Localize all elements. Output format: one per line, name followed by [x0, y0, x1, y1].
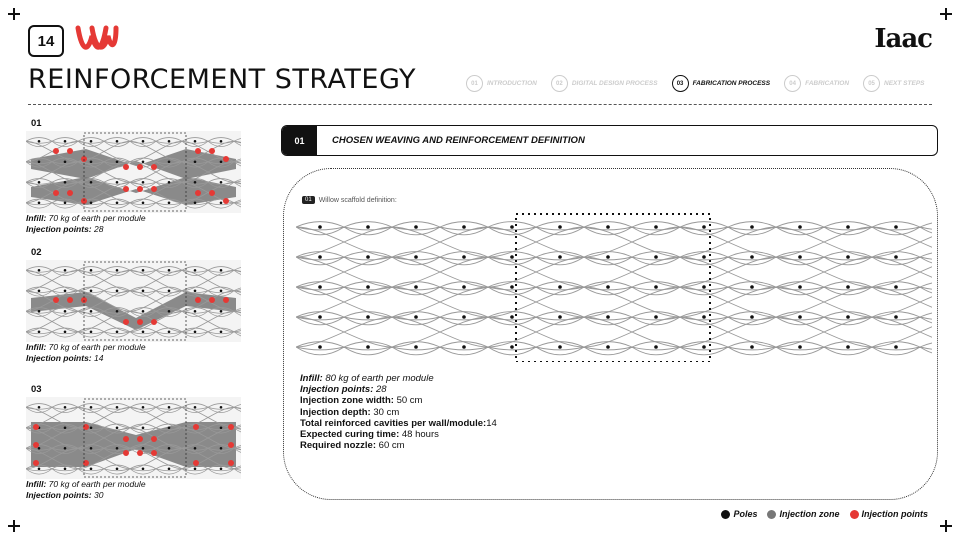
spec-row [300, 373, 497, 384]
pole-point [90, 160, 93, 163]
legend-dot-icon [721, 510, 730, 519]
pole-point [142, 310, 145, 313]
pole-point [606, 315, 610, 319]
willow-scaffold-diagram [296, 212, 932, 362]
pole-point [116, 447, 119, 450]
step-number: 05 [863, 75, 880, 92]
pole-point [606, 255, 610, 259]
pole-point [798, 345, 802, 349]
pole-point [366, 315, 370, 319]
spec-label: Injection zone width: [300, 395, 394, 407]
pole-point [168, 140, 171, 143]
injection-point [67, 190, 73, 196]
injection-point [33, 424, 39, 430]
option-number: 02 [31, 247, 42, 258]
injection-point [137, 319, 143, 325]
page-number: 14 [28, 25, 64, 57]
pole-point [142, 160, 145, 163]
injection-value: 28 [91, 224, 104, 234]
pole-point [750, 225, 754, 229]
infill-label: Infill: [26, 213, 47, 223]
pole-point [168, 160, 171, 163]
pole-point [462, 285, 466, 289]
injection-point [228, 442, 234, 448]
injection-label: Injection points: [26, 224, 92, 234]
pole-point [168, 201, 171, 204]
injection-point [151, 186, 157, 192]
pole-point [606, 345, 610, 349]
pole-point [462, 255, 466, 259]
pole-point [90, 426, 93, 429]
option-weave-diagram [26, 397, 241, 479]
pole-point [510, 225, 514, 229]
pole-point [846, 315, 850, 319]
option-diagram [26, 397, 241, 479]
pole-point [558, 285, 562, 289]
injection-value: 30 [91, 490, 104, 500]
step-label: FABRICATION PROCESS [692, 80, 771, 87]
pole-point [194, 269, 197, 272]
pole-point [116, 406, 119, 409]
section-title: CHOSEN WEAVING AND REINFORCEMENT DEFINITION [332, 135, 585, 146]
pole-point [798, 285, 802, 289]
injection-point [151, 319, 157, 325]
pole-point [220, 330, 223, 333]
pole-point [654, 285, 658, 289]
pole-point [116, 289, 119, 292]
pole-point [194, 330, 197, 333]
spec-label: Infill: [300, 373, 323, 384]
spec-label: Required nozzle: [300, 440, 377, 452]
injection-point [209, 190, 215, 196]
pole-point [142, 201, 145, 204]
pole-point [894, 285, 898, 289]
option-diagram [26, 260, 241, 342]
infill-label: Infill: [26, 479, 47, 489]
pole-point [194, 160, 197, 163]
injection-point [123, 186, 129, 192]
legend-dot-icon [767, 510, 776, 519]
step-number: 02 [551, 75, 568, 92]
spec-value: 80 kg of earth per module [322, 373, 434, 384]
pole-point [846, 345, 850, 349]
pole-point [220, 447, 223, 450]
willow-strands [296, 222, 932, 355]
injection-point [67, 148, 73, 154]
injection-point [209, 148, 215, 154]
pole-point [64, 406, 67, 409]
spec-value: 48 hours [399, 429, 439, 441]
pole-point [194, 289, 197, 292]
pole-point [510, 345, 514, 349]
spec-row [300, 440, 497, 451]
spec-row [300, 395, 497, 406]
pole-point [220, 160, 223, 163]
pole-point [168, 447, 171, 450]
pole-point [194, 181, 197, 184]
injection-point [53, 297, 59, 303]
spec-label: Expected curing time: [300, 429, 400, 441]
scaffold-text: Willow scaffold definition: [318, 196, 397, 204]
pole-point [462, 345, 466, 349]
legend-dot-icon [850, 510, 859, 519]
pole-point [846, 285, 850, 289]
injection-point [195, 148, 201, 154]
pole-point [64, 269, 67, 272]
pole-point [38, 330, 41, 333]
injection-point [223, 156, 229, 162]
pole-point [798, 225, 802, 229]
pole-point [702, 285, 706, 289]
step-label: INTRODUCTION [487, 80, 537, 87]
step-number: 03 [672, 75, 689, 92]
injection-point [223, 297, 229, 303]
pole-point [64, 330, 67, 333]
pole-point [64, 181, 67, 184]
pole-point [90, 181, 93, 184]
legend-label: Injection zone [779, 509, 840, 519]
pole-point [894, 225, 898, 229]
injection-point [137, 164, 143, 170]
pole-point [606, 285, 610, 289]
pole-point [64, 160, 67, 163]
pole-point [220, 201, 223, 204]
pole-point [168, 181, 171, 184]
section-number: 01 [282, 126, 317, 155]
infill-value: 70 kg of earth per module [46, 342, 146, 352]
injection-point [223, 198, 229, 204]
pole-point [168, 426, 171, 429]
spec-row [300, 429, 497, 440]
section-header [281, 125, 938, 156]
injection-value: 14 [91, 353, 104, 363]
pole-point [318, 285, 322, 289]
pole-point [654, 345, 658, 349]
pole-point [64, 289, 67, 292]
pole-point [220, 181, 223, 184]
injection-point [228, 424, 234, 430]
pole-point [366, 225, 370, 229]
pole-point [116, 160, 119, 163]
pole-point [38, 467, 41, 470]
pole-point [38, 310, 41, 313]
pole-point [414, 345, 418, 349]
pole-point [38, 201, 41, 204]
spec-value: 50 cm [393, 395, 423, 407]
pole-point [220, 140, 223, 143]
pole-point [846, 225, 850, 229]
pole-point [142, 269, 145, 272]
injection-point [123, 450, 129, 456]
injection-point [123, 436, 129, 442]
pole-point [194, 140, 197, 143]
injection-point [33, 442, 39, 448]
injection-point [123, 319, 129, 325]
injection-point [193, 460, 199, 466]
pole-point [220, 406, 223, 409]
pole-point [558, 255, 562, 259]
pole-point [194, 406, 197, 409]
pole-point [38, 269, 41, 272]
pole-point [220, 426, 223, 429]
pole-point [64, 426, 67, 429]
injection-point [53, 190, 59, 196]
pole-point [606, 225, 610, 229]
injection-point [137, 436, 143, 442]
pole-point [116, 201, 119, 204]
pole-point [654, 225, 658, 229]
pole-point [798, 315, 802, 319]
pole-point [702, 315, 706, 319]
corner-crosshair-icon [8, 520, 20, 532]
injection-point [137, 450, 143, 456]
option-caption [26, 213, 241, 235]
pole-point [318, 315, 322, 319]
pole-point [318, 225, 322, 229]
injection-point [123, 164, 129, 170]
option-diagram [26, 131, 241, 213]
pole-point [116, 426, 119, 429]
pole-point [558, 225, 562, 229]
pole-point [168, 289, 171, 292]
pole-point [142, 467, 145, 470]
process-steps [466, 75, 925, 92]
legend-label: Poles [733, 509, 758, 519]
pole-point [168, 406, 171, 409]
injection-point [193, 424, 199, 430]
pole-point [90, 310, 93, 313]
pole-point [194, 201, 197, 204]
w-logo-icon [74, 22, 120, 56]
injection-point [228, 460, 234, 466]
header-divider [28, 104, 932, 105]
infill-label: Infill: [26, 342, 47, 352]
pole-point [654, 315, 658, 319]
pole-point [142, 289, 145, 292]
pole-point [38, 140, 41, 143]
step-3 [672, 75, 771, 92]
pole-point [90, 269, 93, 272]
legend-item [850, 509, 929, 519]
pole-point [64, 447, 67, 450]
spec-row [300, 384, 497, 395]
step-1 [466, 75, 537, 92]
pole-point [366, 285, 370, 289]
pole-point [414, 285, 418, 289]
pole-point [168, 330, 171, 333]
pole-point [90, 330, 93, 333]
pole-point [142, 181, 145, 184]
spec-value: 60 cm [376, 440, 405, 452]
specs-list [300, 373, 497, 451]
pole-point [558, 345, 562, 349]
spec-value: 28 [373, 384, 387, 396]
pole-point [90, 289, 93, 292]
option-weave-diagram [26, 260, 241, 342]
poles [318, 225, 898, 349]
pole-point [220, 289, 223, 292]
pole-point [654, 255, 658, 259]
pole-point [64, 140, 67, 143]
injection-point [195, 190, 201, 196]
pole-point [194, 447, 197, 450]
option-caption [26, 342, 241, 364]
spec-value: 30 cm [370, 406, 400, 418]
pole-point [116, 269, 119, 272]
pole-point [90, 406, 93, 409]
pole-point [510, 315, 514, 319]
pole-point [846, 255, 850, 259]
legend [721, 509, 928, 519]
pole-point [194, 467, 197, 470]
pole-point [116, 310, 119, 313]
injection-point [195, 297, 201, 303]
spec-label: Injection points: [300, 384, 374, 396]
spec-row [300, 407, 497, 418]
legend-label: Injection points [861, 509, 928, 519]
option-number: 03 [31, 384, 42, 395]
injection-point [137, 186, 143, 192]
corner-crosshair-icon [8, 8, 20, 20]
pole-point [90, 140, 93, 143]
pole-point [116, 330, 119, 333]
infill-value: 70 kg of earth per module [46, 213, 146, 223]
reinforcement-option-1 [26, 118, 241, 235]
step-4 [784, 75, 849, 92]
pole-point [702, 225, 706, 229]
pole-point [64, 310, 67, 313]
pole-point [366, 345, 370, 349]
injection-point [33, 460, 39, 466]
pole-point [366, 255, 370, 259]
pole-point [220, 269, 223, 272]
infill-value: 70 kg of earth per module [46, 479, 146, 489]
scaffold-number: 01 [302, 196, 315, 204]
pole-point [414, 225, 418, 229]
pole-point [318, 345, 322, 349]
pole-point [64, 467, 67, 470]
injection-point [67, 297, 73, 303]
pole-point [220, 310, 223, 313]
pole-point [318, 255, 322, 259]
pole-point [168, 310, 171, 313]
page-title: REINFORCEMENT STRATEGY [28, 64, 417, 95]
pole-point [558, 315, 562, 319]
injection-point [151, 436, 157, 442]
option-number: 01 [31, 118, 42, 129]
corner-crosshair-icon [940, 520, 952, 532]
spec-label: Injection depth: [300, 406, 371, 418]
step-number: 04 [784, 75, 801, 92]
pole-point [64, 201, 67, 204]
step-number: 01 [466, 75, 483, 92]
pole-point [894, 345, 898, 349]
legend-item [721, 509, 757, 519]
pole-point [702, 345, 706, 349]
pole-point [750, 255, 754, 259]
pole-point [462, 225, 466, 229]
injection-label: Injection points: [26, 353, 92, 363]
step-label: FABRICATION [805, 80, 850, 87]
reinforcement-option-2 [26, 247, 241, 364]
injection-label: Injection points: [26, 490, 92, 500]
pole-point [38, 406, 41, 409]
pole-point [142, 330, 145, 333]
step-5 [863, 75, 924, 92]
pole-point [90, 447, 93, 450]
pole-point [38, 289, 41, 292]
legend-item [767, 509, 839, 519]
pole-point [142, 406, 145, 409]
step-2 [551, 75, 658, 92]
pole-point [142, 140, 145, 143]
pole-point [894, 255, 898, 259]
pole-point [168, 467, 171, 470]
pole-point [510, 255, 514, 259]
reinforcement-option-3 [26, 384, 241, 501]
spec-row [300, 418, 497, 429]
pole-point [194, 310, 197, 313]
spec-value: 14 [486, 417, 497, 429]
pole-point [38, 160, 41, 163]
pole-point [142, 426, 145, 429]
injection-point [151, 164, 157, 170]
iaac-logo: Iaac [874, 24, 932, 54]
pole-point [90, 201, 93, 204]
step-label: NEXT STEPS [884, 80, 925, 87]
injection-point [151, 450, 157, 456]
pole-point [462, 315, 466, 319]
pole-point [414, 315, 418, 319]
pole-point [798, 255, 802, 259]
pole-point [116, 181, 119, 184]
pole-point [168, 269, 171, 272]
pole-point [38, 181, 41, 184]
scaffold-label [302, 196, 397, 204]
pole-point [116, 140, 119, 143]
pole-point [750, 315, 754, 319]
pole-point [702, 255, 706, 259]
pole-point [142, 447, 145, 450]
pole-point [750, 285, 754, 289]
pole-point [894, 315, 898, 319]
pole-point [90, 467, 93, 470]
option-weave-diagram [26, 131, 241, 213]
pole-point [750, 345, 754, 349]
corner-crosshair-icon [940, 8, 952, 20]
injection-point [209, 297, 215, 303]
spec-label: Total reinforced cavities per wall/module: [300, 417, 487, 429]
pole-point [414, 255, 418, 259]
pole-point [116, 467, 119, 470]
pole-point [38, 447, 41, 450]
option-caption [26, 479, 241, 501]
pole-point [220, 467, 223, 470]
pole-point [510, 285, 514, 289]
injection-point [53, 148, 59, 154]
step-label: DIGITAL DESIGN PROCESS [571, 80, 658, 87]
